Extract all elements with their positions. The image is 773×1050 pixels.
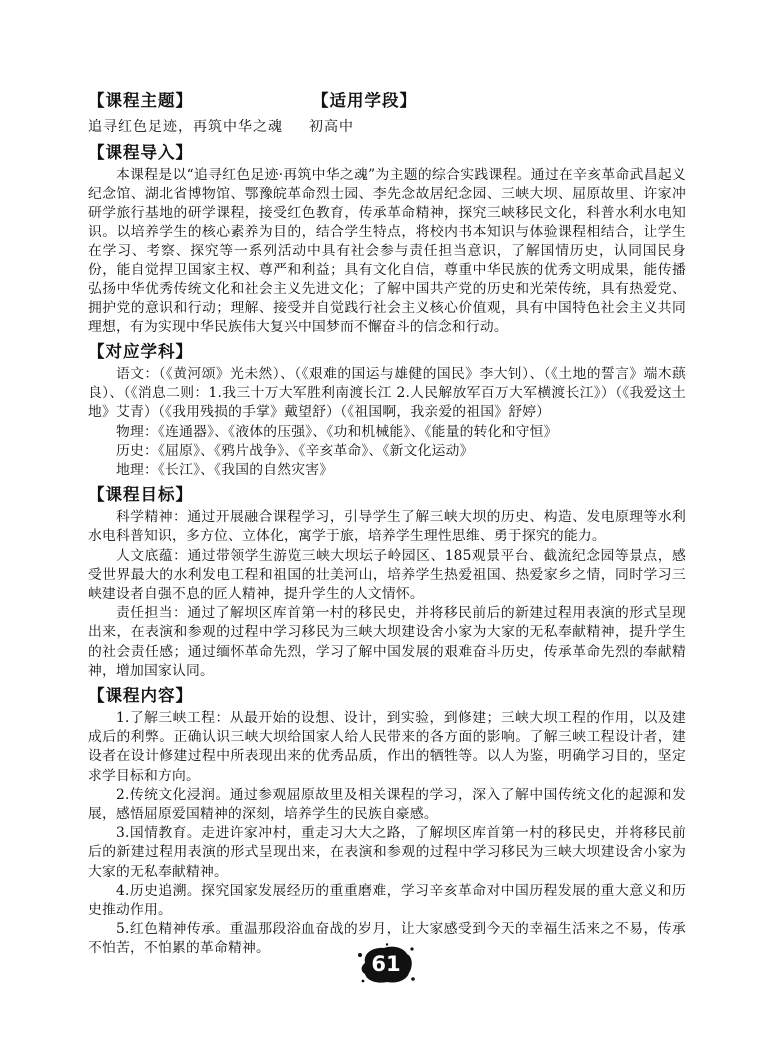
goal-humanities: 人文底蕴：通过带领学生游览三峡大坝坛子岭园区、185观景平台、截流纪念园等景点，感受世界最大的水利发电工程和祖国的壮美河山，培养学生热爱祖国、热爱家乡之情，同时学习三峡建设者自强不息的匠人精神，提升学生的人文情怀。 [88, 547, 686, 603]
subject-physics: 物理：《连通器》、《液体的压强》、《功和机械能》、《能量的转化和守恒》 [116, 423, 558, 440]
subjects-heading: 【对应学科】 [88, 342, 193, 361]
course-topic-heading: 【课程主题】 [88, 91, 193, 110]
page-number-badge [357, 943, 415, 985]
content-heading: 【课程内容】 [88, 686, 193, 706]
header-labels [88, 88, 686, 114]
applicable-stage-value: 初高中 [309, 119, 354, 135]
header-values [88, 114, 686, 140]
course-topic-value: 追寻红色足迹，再筑中华之魂 [88, 119, 283, 135]
document-page [88, 88, 686, 959]
course-intro-text: 本课程是以“追寻红色足迹·再筑中华之魂”为主题的综合实践课程。通过在辛亥革命武昌起义纪念馆、湖北省博物馆、鄂豫皖革命烈士园、李先念故居纪念园、三峡大坝、屈原故里、许家冲研学旅行基地的研学课程，接受红色教育，传承革命精神，探究三峡移民文化，科普水利水电知识。以培养学生的核心素养为目的，结合学生特点，将校内书本知识与体验课程相结合，让学生在学习、考察、探究等一系列活动中具有社会参与责任担当意识，了解国情历史，认同国民身份，能自觉捍卫国家主权、尊严和利益；具有文化自信，尊重中华民族的优秀文明成果，能传播弘扬中华优秀传统文化和社会主义先进文化；了解中国共产党的历史和光荣传统，具有热爱党、拥护党的意识和行动；理解、接受并自觉践行社会主义核心价值观，具有中国特色社会主义共同理想，有为实现中华民族伟大复兴中国梦而不懈奋斗的信念和行动。 [88, 167, 686, 335]
subject-geography: 地理：《长江》、《我国的自然灾害》 [116, 462, 334, 479]
subject-history: 历史：《屈原》、《鸦片战争》、《辛亥革命》、《新文化运动》 [116, 442, 474, 459]
goal-responsibility: 责任担当：通过了解坝区库首第一村的移民史，并将移民前后的新建过程用表演的形式呈现出来，在表演和参观的过程中学习移民为三峡大坝建设舍小家为大家的无私奉献精神，提升学生的社会责任感；通过缅怀革命先烈，学习了解中国发展的艰难奋斗历史，传承革命先烈的奉献精神，增加国家认同。 [88, 605, 686, 679]
content-item-3: 3.国情教育。走进许家冲村，重走习大大之路，了解坝区库首第一村的移民史，并将移民前后的新建过程用表演的形式呈现出来，在表演和参观的过程中学习移民为三峡大坝建设舍小家为大家的无私奉献精神。 [88, 825, 686, 880]
content-item-4: 4.历史追溯。探究国家发展经历的重重磨难，学习辛亥革命对中国历程发展的重大意义和历史推动作用。 [88, 882, 686, 919]
goals-heading: 【课程目标】 [88, 485, 193, 505]
page-number: 61 [371, 952, 401, 976]
goal-science: 科学精神：通过开展融合课程学习，引导学生了解三峡大坝的历史、构造、发电原理等水利水电科普知识，多方位、立体化，寓学于旅，培养学生理性思维、勇于探究的能力。 [88, 509, 686, 545]
subject-chinese: 语文：（《黄河颂》光未然）、（《艰难的国运与雄健的国民》李大钊）、（《土地的誓言》端木蕻良）、（《消息二则：1.我三十万大军胜利南渡长江 2.人民解放军百万大军横渡长江》）（《我爱这土地》艾青）（《我用残损的手掌》戴望舒）（《祖国啊，我亲爱的祖国》舒婷） [88, 366, 686, 421]
applicable-stage-heading: 【适用学段】 [312, 91, 417, 110]
content-item-1: 1.了解三峡工程：从最开始的设想、设计，到实验，到修建；三峡大坝工程的作用，以及建成后的利弊。正确认识三峡大坝给国家人给人民带来的各方面的影响。了解三峡工程设计者，建设者在设计修建过程中所表现出来的优秀品质，作出的牺牲等。以人为鉴，明确学习目的，坚定求学目标和方向。 [88, 710, 686, 784]
content-item-2: 2.传统文化浸润。通过参观屈原故里及相关课程的学习，深入了解中国传统文化的起源和发展，感悟屈原爱国精神的深刻，培养学生的民族自豪感。 [88, 786, 686, 823]
content-item-5: 5.红色精神传承。重温那段浴血奋战的岁月，让大家感受到今天的幸福生活来之不易，传承不怕苦，不怕累的革命精神。 [88, 921, 686, 957]
course-intro-heading: 【课程导入】 [88, 143, 193, 162]
